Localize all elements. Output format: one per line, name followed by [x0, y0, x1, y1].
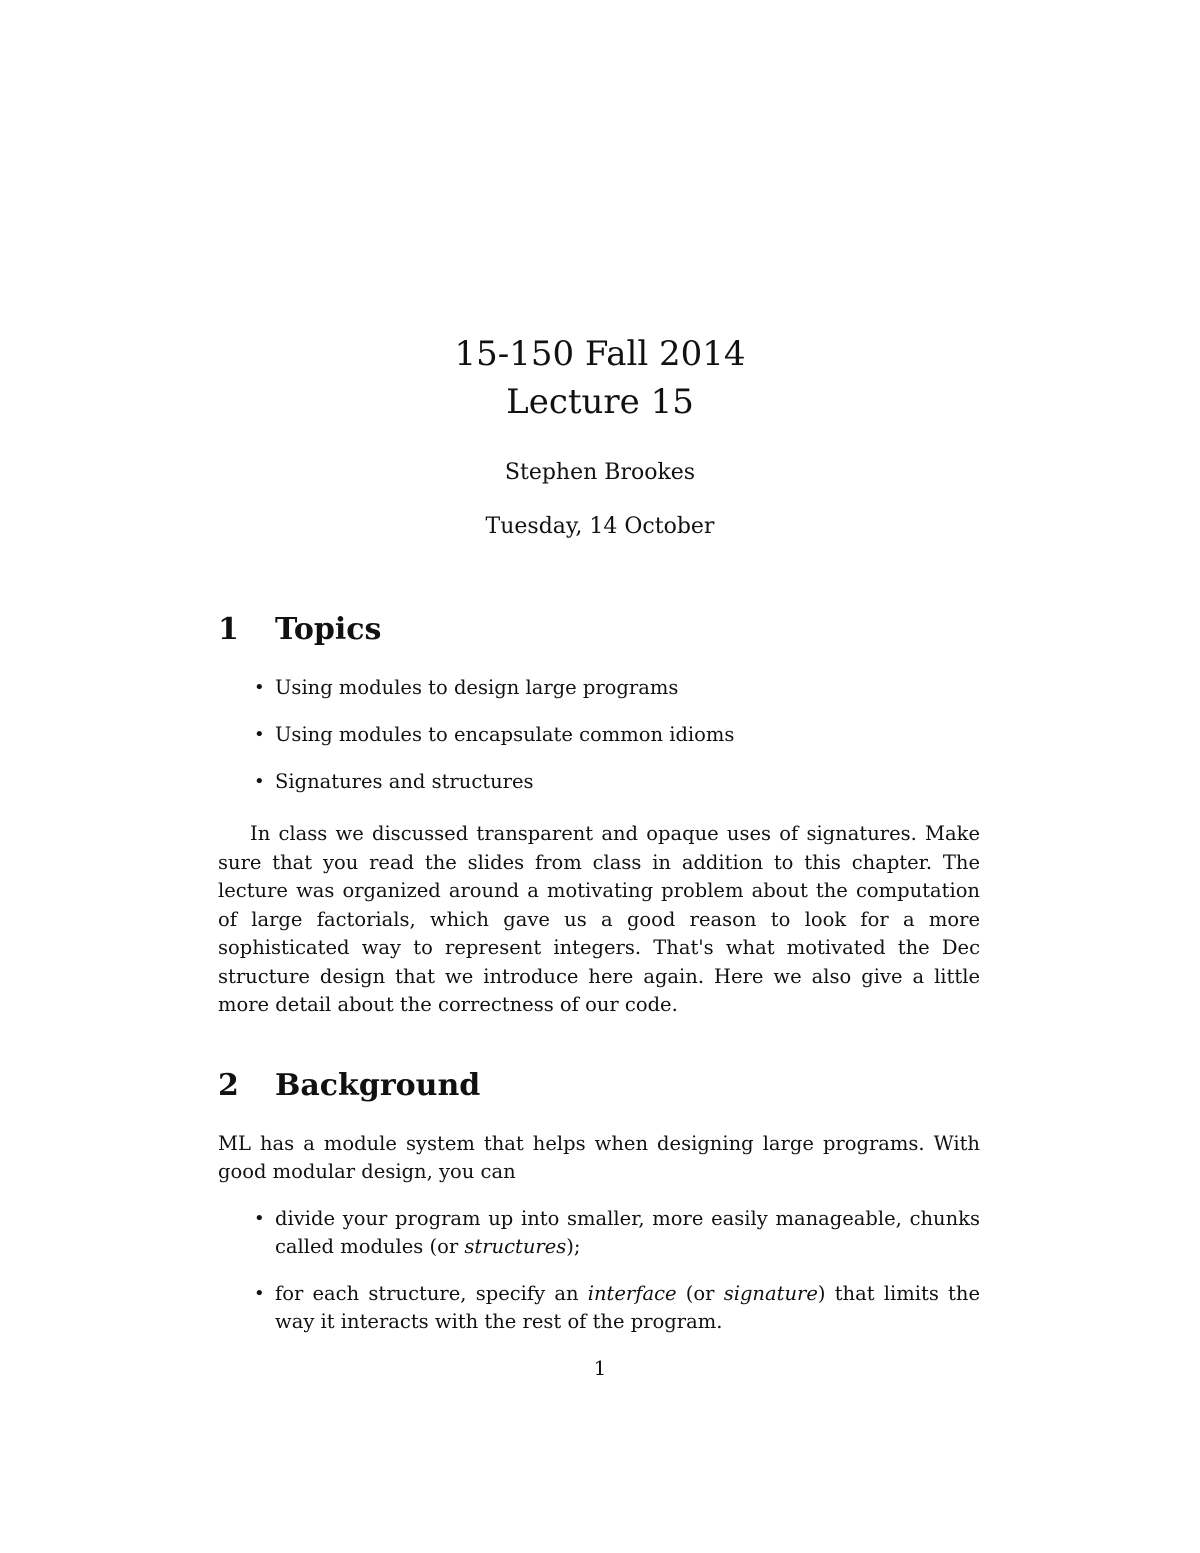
- bullet-icon: •: [254, 677, 265, 698]
- list-item-text-part: for each structure, specify an: [275, 1281, 588, 1305]
- page-number: 1: [593, 1356, 607, 1380]
- list-item: [218, 1280, 980, 1336]
- list-item-text-part: (or: [676, 1281, 724, 1305]
- section-title: Background: [275, 1067, 481, 1103]
- title-line-1: 15-150 Fall 2014: [454, 334, 746, 374]
- section-title: Topics: [275, 612, 382, 647]
- main-content: [218, 608, 980, 1336]
- title-block: [0, 330, 1200, 542]
- author-name: Stephen Brookes: [504, 460, 696, 485]
- bullet-icon: •: [254, 724, 265, 745]
- bullet-icon: •: [254, 1282, 265, 1304]
- background-paragraph: ML has a module system that helps when designing large programs. With good modular design, you can: [218, 1131, 980, 1183]
- list-item: [218, 721, 980, 749]
- topics-paragraph: In class we discussed transparent and opaque uses of signatures. Make sure that you read the slides from class in addition to this chapter. The lecture was organized around a motivating problem about the computation of large factorials, which gave us a good reason to look for a more sophisticated way to represent integers. That's what motivated the Dec structure design that we introduce here again. Here we also give a little more detail about the correctness of our code.: [218, 822, 980, 1016]
- list-item-text-part: divide your program up into smaller, more easily manageable, chunks called modules (or: [275, 1206, 980, 1258]
- list-item: [218, 1205, 980, 1261]
- lecture-date: Tuesday, 14 October: [485, 514, 715, 539]
- section-number: 2: [218, 1067, 239, 1103]
- topics-list: [218, 674, 980, 796]
- list-item-text: Using modules to design large programs: [275, 676, 679, 699]
- bullet-icon: •: [254, 771, 265, 792]
- emphasized-term: signature: [723, 1281, 818, 1305]
- list-item-text-part: );: [566, 1234, 581, 1258]
- list-item: [218, 674, 980, 702]
- background-list: [218, 1205, 980, 1336]
- list-item-text-part: ) that limits the way it interacts with the rest of the program.: [275, 1281, 980, 1333]
- bullet-icon: •: [254, 1207, 265, 1229]
- list-item-text: Using modules to encapsulate common idioms: [275, 723, 735, 746]
- section-number: 1: [218, 612, 239, 647]
- list-item: [218, 768, 980, 796]
- emphasized-term: interface: [587, 1281, 677, 1305]
- section-heading-background: [218, 1064, 980, 1108]
- list-item-text: Signatures and structures: [275, 770, 534, 793]
- title-line-2: Lecture 15: [506, 382, 694, 422]
- emphasized-term: structures: [464, 1234, 567, 1258]
- section-heading-topics: [218, 608, 980, 652]
